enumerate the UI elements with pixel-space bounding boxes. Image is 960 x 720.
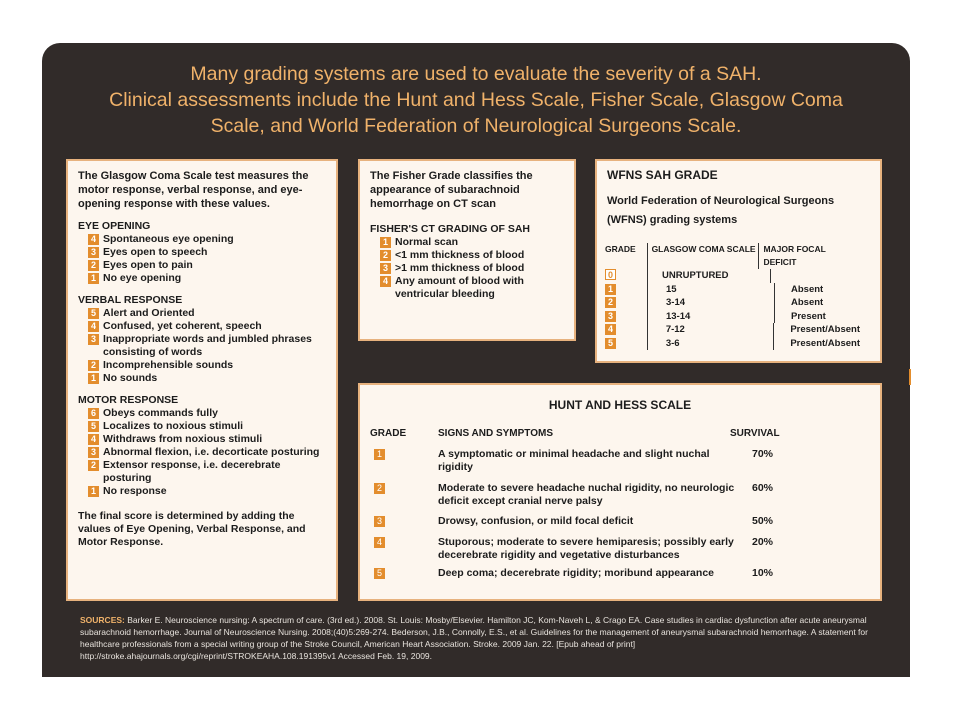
- grade-number-badge: 4: [380, 276, 391, 287]
- grade-number-badge: 3: [88, 334, 99, 345]
- grade-number-badge: 1: [88, 486, 99, 497]
- item-text: Abnormal flexion, i.e. decorticate posturing: [103, 446, 320, 458]
- grade-number-badge: 2: [88, 260, 99, 271]
- hunt-hess-signs: Stuporous; moderate to severe hemiparesis; possibly early decerebrate rigidity and vegetative disturbances: [438, 536, 734, 561]
- fisher-item: [370, 236, 564, 249]
- wfns-deficit-value: Present/Absent: [773, 323, 860, 337]
- item-text: Alert and Oriented: [103, 307, 195, 319]
- wfns-row: [605, 296, 860, 310]
- fisher-panel: [358, 159, 576, 341]
- motor-response-list: [78, 407, 326, 498]
- wfns-header-deficit: MAJOR FOCAL DEFICIT: [758, 243, 860, 269]
- wfns-row: [605, 310, 860, 324]
- grade-number-badge: 3: [605, 311, 616, 322]
- orange-marker: [909, 369, 911, 385]
- grade-number-badge: 5: [374, 568, 385, 579]
- grade-number-badge: 5: [88, 421, 99, 432]
- hunt-hess-survival: 20%: [752, 536, 774, 548]
- wfns-gcs-value: 7-12: [647, 323, 774, 337]
- grade-number-badge: 4: [374, 537, 385, 548]
- wfns-header-gcs: GLASGOW COMA SCALE: [647, 243, 759, 269]
- eye-opening-item: [78, 246, 326, 259]
- item-text: Confused, yet coherent, speech: [103, 320, 262, 332]
- hunt-hess-signs: A symptomatic or minimal headache and slight nuchal rigidity: [438, 448, 710, 473]
- hunt-hess-signs: Moderate to severe headache nuchal rigidity, no neurologic deficit except cranial nerve palsy: [438, 482, 735, 507]
- eye-opening-item: [78, 233, 326, 246]
- gcs-final-note: The final score is determined by adding the values of Eye Opening, Verbal Response, and Motor Response.: [78, 510, 306, 548]
- verbal-response-list: [78, 307, 326, 385]
- wfns-subtitle: World Federation of Neurological Surgeons (WFNS) grading systems: [607, 195, 835, 226]
- item-text: Spontaneous eye opening: [103, 233, 234, 245]
- grade-number-badge: 0: [605, 269, 616, 280]
- item-text: Extensor response, i.e. decerebrate posturing: [103, 459, 281, 484]
- fisher-list: [370, 236, 564, 301]
- sources-text: Barker E. Neuroscience nursing: A spectrum of care. (3rd ed.). 2008. St. Louis: Mosby/Elsevier. Hamilton JC, Kom-Naveh L, & Crago EA. Case studies in cardiac dysfunction after acute aneurysmal subarachnoid hemorrhage. Journal of Neuroscience Nursing. 2008;(40)5:269-274. Bederson, J.B., Connolly, E.S., et al. Guidelines for the management of aneurysmal subarachnoid hemorrhage. A statement for healthcare professionals from a special writing group of the Stroke Council, American Heart Association. Stroke. 2009 Jan. 22. [Epub ahead of print] http://stroke.ahajournals.org/cgi/reprint/STROKEAHA.108.191395v1 Accessed Feb. 19, 2009.: [80, 615, 868, 661]
- gcs-panel: [66, 159, 338, 601]
- hunt-hess-title: HUNT AND HESS SCALE: [548, 398, 692, 412]
- grade-number-badge: 4: [88, 321, 99, 332]
- grade-number-badge: 1: [605, 284, 616, 295]
- hunt-hess-survival: 70%: [752, 448, 774, 460]
- fisher-item: [370, 249, 564, 262]
- eye-opening-item: [78, 259, 326, 272]
- verbal-response-item: [78, 307, 326, 320]
- eye-opening-item: [78, 272, 326, 285]
- wfns-deficit-value: Present/Absent: [773, 337, 860, 351]
- verbal-response-item: [78, 320, 326, 333]
- item-text: No eye opening: [103, 272, 182, 284]
- grade-number-badge: 1: [374, 449, 385, 460]
- gcs-intro: The Glasgow Coma Scale test measures the motor response, verbal response, and eye-opening response with these values.: [78, 170, 309, 210]
- headline-line-1: Many grading systems are used to evaluate the severity of a SAH.: [190, 63, 762, 85]
- wfns-gcs-value: 3-6: [647, 337, 774, 351]
- wfns-row: [605, 283, 860, 297]
- slide-board: [42, 43, 910, 677]
- grade-number-badge: 3: [88, 447, 99, 458]
- grade-number-badge: 4: [88, 434, 99, 445]
- grade-number-badge: 3: [380, 263, 391, 274]
- grade-number-badge: 2: [380, 250, 391, 261]
- wfns-deficit-value: [770, 269, 787, 283]
- grade-number-badge: 2: [88, 460, 99, 471]
- item-text: Withdraws from noxious stimuli: [103, 433, 263, 445]
- wfns-gcs-value: UNRUPTURED: [647, 269, 770, 283]
- grade-number-badge: 2: [374, 483, 385, 494]
- item-text: No response: [103, 485, 167, 497]
- verbal-response-item: [78, 359, 326, 372]
- grade-number-badge: 4: [605, 324, 616, 335]
- wfns-panel: [595, 159, 882, 363]
- hunt-hess-panel: [358, 383, 882, 601]
- wfns-rows: [605, 269, 860, 350]
- wfns-gcs-value: 13-14: [647, 310, 774, 324]
- verbal-response-item: [78, 333, 326, 359]
- item-text: Incomprehensible sounds: [103, 359, 234, 371]
- item-text: >1 mm thickness of blood: [395, 262, 525, 274]
- wfns-row: [605, 269, 860, 283]
- fisher-intro: The Fisher Grade classifies the appearance of subarachnoid hemorrhage on CT scan: [370, 170, 533, 210]
- fisher-item: [370, 275, 564, 301]
- item-text: Normal scan: [395, 236, 459, 248]
- wfns-gcs-value: 3-14: [647, 296, 774, 310]
- item-text: Eyes open to speech: [103, 246, 208, 258]
- hunt-hess-signs: Deep coma; decerebrate rigidity; moribund appearance: [438, 567, 714, 579]
- grade-number-badge: 2: [605, 297, 616, 308]
- wfns-table: [605, 243, 860, 350]
- fisher-title: FISHER'S CT GRADING OF SAH: [370, 223, 531, 235]
- item-text: Localizes to noxious stimuli: [103, 420, 244, 432]
- wfns-header-grade: GRADE: [605, 244, 636, 254]
- grade-number-badge: 3: [374, 516, 385, 527]
- grade-number-badge: 3: [88, 247, 99, 258]
- wfns-deficit-value: Present: [774, 310, 826, 324]
- hunt-hess-signs: Drowsy, confusion, or mild focal deficit: [438, 515, 634, 527]
- wfns-deficit-value: Absent: [774, 283, 823, 297]
- motor-response-title: MOTOR RESPONSE: [78, 394, 179, 406]
- wfns-deficit-value: Absent: [774, 296, 823, 310]
- hunt-hess-survival: 60%: [752, 482, 774, 494]
- verbal-response-title: VERBAL RESPONSE: [78, 294, 183, 306]
- item-text: <1 mm thickness of blood: [395, 249, 525, 261]
- verbal-response-item: [78, 372, 326, 385]
- grade-number-badge: 1: [88, 373, 99, 384]
- motor-response-item: [78, 485, 326, 498]
- item-text: No sounds: [103, 372, 158, 384]
- grade-number-badge: 1: [380, 237, 391, 248]
- headline: [42, 61, 910, 139]
- hh-header-survival: SURVIVAL: [730, 428, 780, 439]
- grade-number-badge: 6: [88, 408, 99, 419]
- headline-line-3: Scale, and World Federation of Neurological Surgeons Scale.: [210, 115, 742, 137]
- hh-header-grade: GRADE: [370, 428, 407, 439]
- fisher-item: [370, 262, 564, 275]
- wfns-gcs-value: 15: [647, 283, 774, 297]
- hunt-hess-survival: 50%: [752, 515, 774, 527]
- item-text: Eyes open to pain: [103, 259, 193, 271]
- grade-number-badge: 4: [88, 234, 99, 245]
- motor-response-item: [78, 420, 326, 433]
- sources: [80, 614, 890, 662]
- wfns-title: WFNS SAH GRADE: [607, 168, 718, 182]
- motor-response-item: [78, 446, 326, 459]
- grade-number-badge: 5: [605, 338, 616, 349]
- item-text: Any amount of blood with ventricular bleeding: [395, 275, 524, 300]
- sources-label: SOURCES:: [80, 615, 125, 625]
- motor-response-item: [78, 433, 326, 446]
- wfns-row: [605, 323, 860, 337]
- hunt-hess-survival: 10%: [752, 567, 774, 579]
- wfns-row: [605, 337, 860, 351]
- eye-opening-title: EYE OPENING: [78, 220, 151, 232]
- motor-response-item: [78, 407, 326, 420]
- grade-number-badge: 1: [88, 273, 99, 284]
- headline-line-2: Clinical assessments include the Hunt and Hess Scale, Fisher Scale, Glasgow Coma: [109, 89, 843, 111]
- hh-header-signs: SIGNS AND SYMPTOMS: [438, 428, 554, 439]
- item-text: Obeys commands fully: [103, 407, 218, 419]
- motor-response-item: [78, 459, 326, 485]
- grade-number-badge: 2: [88, 360, 99, 371]
- eye-opening-list: [78, 233, 326, 285]
- grade-number-badge: 5: [88, 308, 99, 319]
- item-text: Inappropriate words and jumbled phrases consisting of words: [103, 333, 312, 358]
